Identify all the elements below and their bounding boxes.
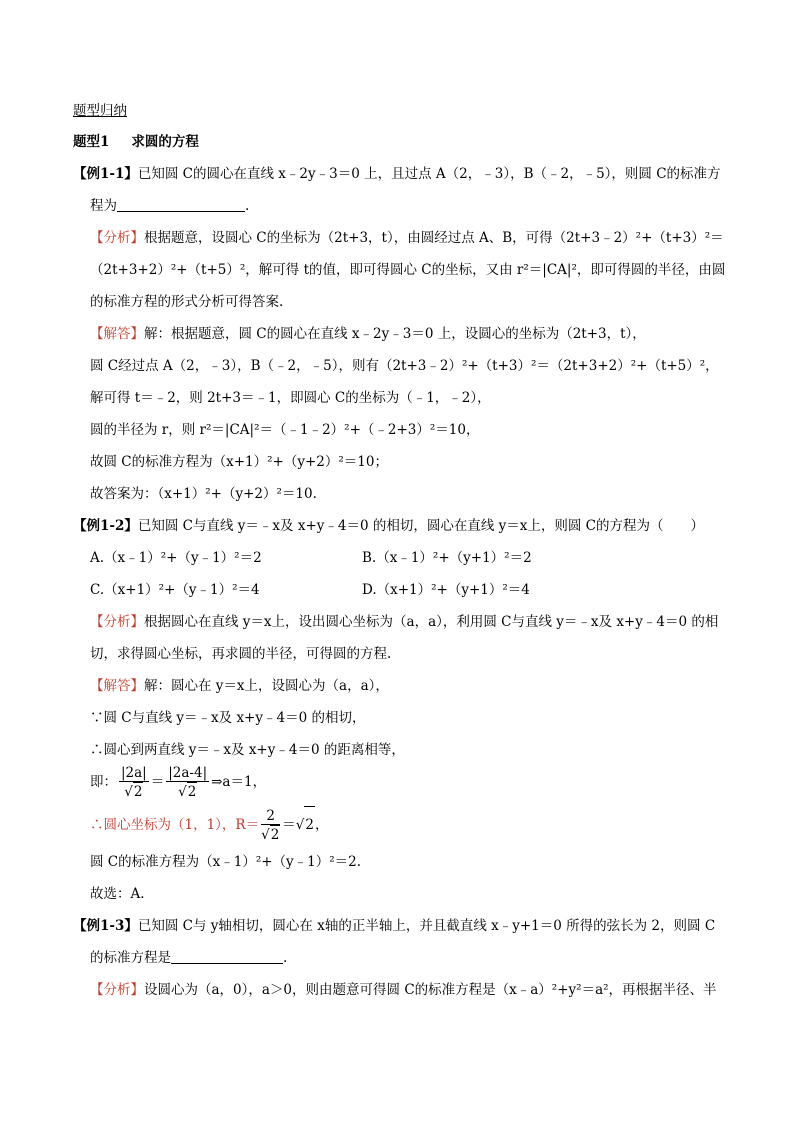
suffix: ， bbox=[315, 817, 329, 833]
answer-blank[interactable] bbox=[117, 197, 245, 212]
example-1-2-solution-line5: ∴圆心坐标为（1，1），R＝ $\frac{2}{√2}$ ＝√2， bbox=[90, 807, 329, 843]
center-coordinates-text: ∴圆心坐标为（1，1），R＝ bbox=[90, 817, 260, 833]
page-heading: 题型归纳 bbox=[73, 103, 127, 119]
analysis-text: 根据圆心在直线 y＝x上，设出圆心坐标为（a，a），利用圆 C与直线 y＝﹣x及 x+y﹣4＝0 的相 bbox=[144, 614, 719, 630]
example-1-1-solution-line3: 解可得 t＝﹣2，则 2t+3＝﹣1，即圆心 C的坐标为（﹣1，﹣2）， bbox=[90, 390, 491, 406]
fraction-3 bbox=[261, 808, 280, 844]
equals: ＝ bbox=[282, 817, 296, 833]
example-1-1-solution-line1 bbox=[90, 324, 646, 344]
option-d[interactable]: D.（x+1）²+（y+1）²＝4 bbox=[362, 582, 530, 598]
example-1-1-solution-line6: 故答案为：（x+1）²+（y+2）²＝10. bbox=[90, 486, 317, 502]
analysis-tag: 【分析】 bbox=[90, 614, 144, 630]
section-label: 题型1 bbox=[73, 134, 110, 150]
example-1-2-analysis-line1 bbox=[90, 612, 718, 632]
solution-tag: 【解答】 bbox=[90, 326, 144, 342]
example-1-2-question-text: 已知圆 C与直线 y＝﹣x及 x+y﹣4＝0 的相切，圆心在直线 y＝x上，则圆 C的方程为（ ） bbox=[137, 518, 705, 534]
example-1-1-question-text: 已知圆 C的圆心在直线 x﹣2y﹣3＝0 上，且过点 A（2，﹣3），B（﹣2，﹣5），则圆 C的标准方 bbox=[137, 166, 721, 182]
fraction-2-denominator: √2 bbox=[178, 783, 197, 800]
section-heading bbox=[73, 132, 199, 152]
period: . bbox=[245, 198, 250, 214]
example-1-1-solution-line5: 故圆 C的标准方程为（x+1）²+（y+2）²＝10； bbox=[90, 454, 388, 470]
example-1-3-question-text: 已知圆 C与 y轴相切，圆心在 x轴的正半轴上，并且截直线 x﹣y+1＝0 所得的弦长为 2，则圆 C bbox=[137, 918, 716, 934]
sqrt-radicand: 2 bbox=[270, 826, 280, 843]
example-1-1-question-text2: 程为 bbox=[90, 198, 117, 214]
answer-blank[interactable] bbox=[171, 949, 283, 964]
suffix: ⇒a＝1， bbox=[211, 774, 267, 790]
example-1-1-solution-line4: 圆的半径为 r，则 r²＝|CA|²＝（﹣1﹣2）²+（﹣2+3）²＝10， bbox=[90, 422, 480, 438]
fraction-3-denominator: √2 bbox=[261, 826, 280, 843]
analysis-tag: 【分析】 bbox=[90, 230, 144, 246]
example-1-2-solution-line6: 圆 C的标准方程为（x﹣1）²+（y﹣1）²＝2. bbox=[90, 854, 362, 870]
example-1-3-tag: 【例1-3】 bbox=[73, 918, 138, 934]
analysis-text: 根据题意，设圆心 C的坐标为（2t+3，t），由圆经过点 A、B，可得（2t+3﹣2）²+（t+3）²＝ bbox=[144, 230, 724, 246]
sqrt-radicand: 2 bbox=[133, 783, 143, 800]
solution-text: 解：根据题意，圆 C的圆心在直线 x﹣2y﹣3＝0 上，设圆心的坐标为（2t+3，t）， bbox=[144, 326, 646, 342]
fraction-1-numerator: |2a| bbox=[121, 764, 147, 781]
example-1-2-question-line1 bbox=[73, 516, 704, 536]
option-a[interactable]: A.（x﹣1）²+（y﹣1）²＝2 bbox=[90, 550, 262, 566]
example-1-2-solution-line2: ∵圆 C与直线 y＝﹣x及 x+y﹣4＝0 的相切， bbox=[90, 710, 366, 726]
example-1-3-question-line2 bbox=[90, 948, 287, 968]
equals: ＝ bbox=[150, 774, 165, 790]
example-1-2-tag: 【例1-2】 bbox=[73, 518, 138, 534]
example-1-2-solution-line7: 故选：A. bbox=[90, 886, 145, 902]
fraction-2-numerator: |2a-4| bbox=[168, 764, 208, 781]
option-c[interactable]: C.（x+1）²+（y﹣1）²＝4 bbox=[90, 582, 260, 598]
example-1-2-solution-line4 bbox=[90, 764, 266, 801]
example-1-3-question-line1 bbox=[73, 916, 715, 936]
example-1-1-analysis-line1 bbox=[90, 228, 724, 248]
sqrt-radicand: 2 bbox=[304, 806, 315, 843]
analysis-tag: 【分析】 bbox=[90, 982, 144, 998]
fraction-3-numerator: 2 bbox=[261, 808, 280, 825]
period: . bbox=[283, 950, 288, 966]
example-1-3-analysis-line1 bbox=[90, 980, 717, 1000]
example-1-1-analysis-line3: 的标准方程的形式分析可得答案. bbox=[90, 294, 284, 310]
solution-text: 解：圆心在 y＝x上，设圆心为（a，a）， bbox=[144, 678, 389, 694]
example-1-1-tag: 【例1-1】 bbox=[73, 166, 138, 182]
fraction-1 bbox=[119, 765, 149, 801]
example-1-2-analysis-line2: 切，求得圆心坐标，再求圆的半径，可得圆的方程. bbox=[90, 646, 392, 662]
example-1-1-solution-line2: 圆 C经过点 A（2，﹣3），B（﹣2，﹣5），则有（2t+3﹣2）²+（t+3）²＝（2t+3+2）²+（t+5）²， bbox=[90, 358, 719, 374]
example-1-2-solution-line3: ∴圆心到两直线 y＝﹣x及 x+y﹣4＝0 的距离相等， bbox=[90, 742, 405, 758]
sqrt-radicand: 2 bbox=[187, 783, 197, 800]
example-1-1-analysis-line2: （2t+3+2）²+（t+5）²，解可得 t的值，即可得圆心 C的坐标，又由 r²＝|CA|²，即可得圆的半径，由圆 bbox=[90, 262, 726, 278]
example-1-1-question-line1 bbox=[73, 164, 721, 184]
solution-tag: 【解答】 bbox=[90, 678, 144, 694]
example-1-3-question-text2: 的标准方程是 bbox=[90, 950, 171, 966]
example-1-2-solution-line1 bbox=[90, 676, 389, 696]
option-b[interactable]: B.（x﹣1）²+（y+1）²＝2 bbox=[362, 550, 532, 566]
section-title: 求圆的方程 bbox=[131, 134, 199, 150]
analysis-text: 设圆心为（a，0），a＞0，则由题意可得圆 C的标准方程是（x﹣a）²+y²＝a²，再根据半径、半 bbox=[144, 982, 717, 998]
prefix: 即： bbox=[90, 774, 117, 790]
fraction-1-denominator: √2 bbox=[124, 783, 143, 800]
fraction-2 bbox=[166, 765, 209, 801]
example-1-1-question-line2 bbox=[90, 196, 249, 216]
